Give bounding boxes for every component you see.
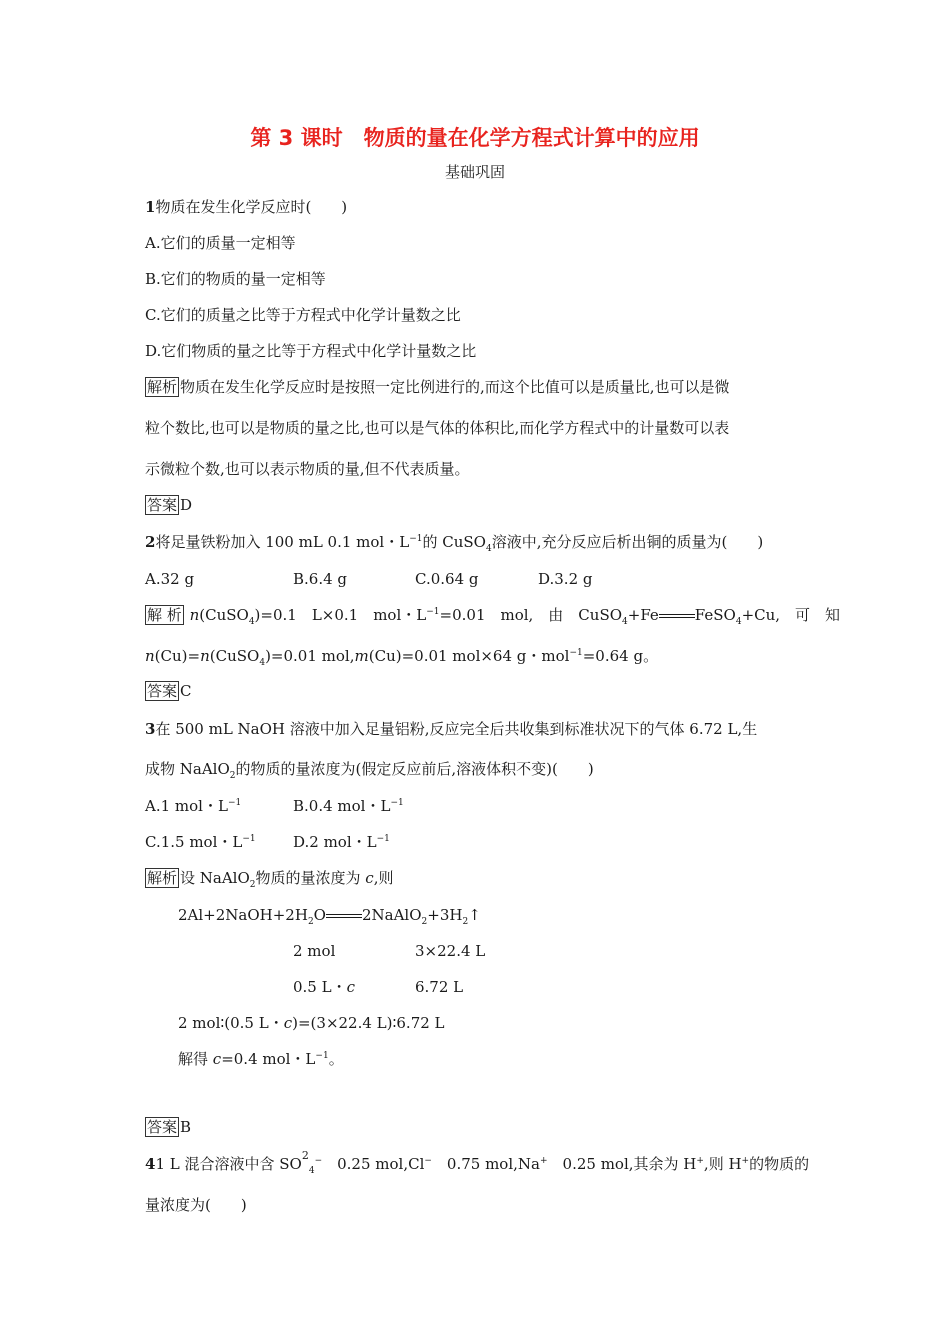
q1-stem: 1物质在发生化学反应时( ) <box>145 198 348 216</box>
q1-option-c: C.它们的质量之比等于方程式中化学计量数之比 <box>145 306 461 324</box>
q1-option-b: B.它们的物质的量一定相等 <box>145 270 326 288</box>
q3-ratio: 2 mol∶(0.5 L・c)=(3×22.4 L)∶6.72 L <box>178 1014 445 1032</box>
q3-option-c: C.1.5 mol・$L^{-1}$ <box>145 833 256 851</box>
q3-options-row2 <box>145 832 390 852</box>
q1-option-d: D.它们物质的量之比等于方程式中化学计量数之比 <box>145 342 477 360</box>
q1-option-a: A.它们的质量一定相等 <box>145 234 296 252</box>
q2-option-b: B.6.4 g <box>293 570 348 588</box>
q3-option-a: A.1 mol・$L^{-1}$ <box>145 797 242 815</box>
q3-row2-left: 0.5 L・c <box>293 978 355 996</box>
q2-analysis-line1: 解 析 n(CuSO$_4$)=0.1 L×0.1 mol・$L^{-1}=0.01$ mol, 由 CuSO$_4$+Fe FeSO$_4$+Cu, 可 知 <box>147 606 841 627</box>
analysis-tag: 解析 <box>147 869 178 887</box>
q4-number: 4 <box>145 1155 156 1173</box>
q2-number: 2 <box>145 533 156 551</box>
q2-analysis-line2: n(Cu)=n(CuSO$_4$)=0.01 mol,m(Cu)=0.01 mol×64 g・mol$^{-1}$=0.64 g。 <box>145 647 659 668</box>
page-title: 第 3 课时 物质的量在化学方程式计算中的应用 <box>250 126 700 150</box>
q2-answer: 答案 C <box>147 682 192 700</box>
q3-option-d: D.2 mol・$L^{-1}$ <box>293 833 390 851</box>
q3-row1-right: 3×22.4 L <box>415 942 486 960</box>
q1-analysis-line2: 粒个数比,也可以是物质的量之比,也可以是气体的体积比,而化学方程式中的计量数可以表 <box>145 419 730 437</box>
q1-number: 1 <box>145 198 156 216</box>
q3-row1-left: 2 mol <box>293 942 336 960</box>
answer-tag: 答案 <box>147 496 178 514</box>
q2-option-d: D.3.2 g <box>538 570 593 588</box>
q3-solution: 解得 c=0.4 mol・$L^{-1}$。 <box>178 1050 344 1068</box>
answer-tag: 答案 <box>147 682 178 700</box>
q2-stem: 2将足量铁粉加入 100 mL 0.1 mol・$L^{-1}$的 CuSO$_4$溶液中,充分反应后析出铜的质量为( ) <box>145 533 764 554</box>
q3-stem-line1: 3在 500 mL NaOH 溶液中加入足量铝粉,反应完全后共收集到标准状况下的气体 6.72 L,生 <box>145 720 758 738</box>
answer-tag: 答案 <box>147 1118 178 1136</box>
q3-options-row1 <box>145 796 404 816</box>
q1-answer: 答案 D <box>147 496 193 514</box>
q4-stem-line2: 量浓度为( ) <box>145 1196 247 1214</box>
q3-stem-line2: 成物 NaAlO$_2$的物质的量浓度为(假定反应前后,溶液体积不变)( ) <box>145 760 594 781</box>
q1-analysis-line1: 解析 物质在发生化学反应时是按照一定比例进行的,而这个比值可以是质量比,也可以是微 <box>147 378 730 396</box>
analysis-tag: 解 析 <box>147 606 182 624</box>
q3-option-b: B.0.4 mol・$L^{-1}$ <box>293 797 404 815</box>
q3-number: 3 <box>145 720 156 738</box>
q3-answer: 答案 B <box>147 1118 192 1136</box>
q2-option-c: C.0.64 g <box>415 570 479 588</box>
q3-equation: $2Al+2NaOH+2H_2O$ $2NaAlO_2+3H_2↑$ <box>178 906 481 927</box>
section-heading: 基础巩固 <box>444 163 505 181</box>
analysis-tag: 解析 <box>147 378 178 396</box>
q2-option-a: A.32 g <box>145 570 195 588</box>
q3-row2-right: 6.72 L <box>415 978 464 996</box>
q2-options <box>145 569 593 589</box>
q4-stem-line1: 41 L 混合溶液中含 $SO^2_4^-$ 0.25 mol,Cl− 0.75 mol,Na+ 0.25 mol,其余为 H+,则 H+的物质的 <box>145 1149 810 1176</box>
q3-analysis-line1: 解析 设 NaAlO$_2$物质的量浓度为 c,则 <box>147 869 394 890</box>
q1-analysis-line3: 示微粒个数,也可以表示物质的量,但不代表质量。 <box>145 460 470 478</box>
